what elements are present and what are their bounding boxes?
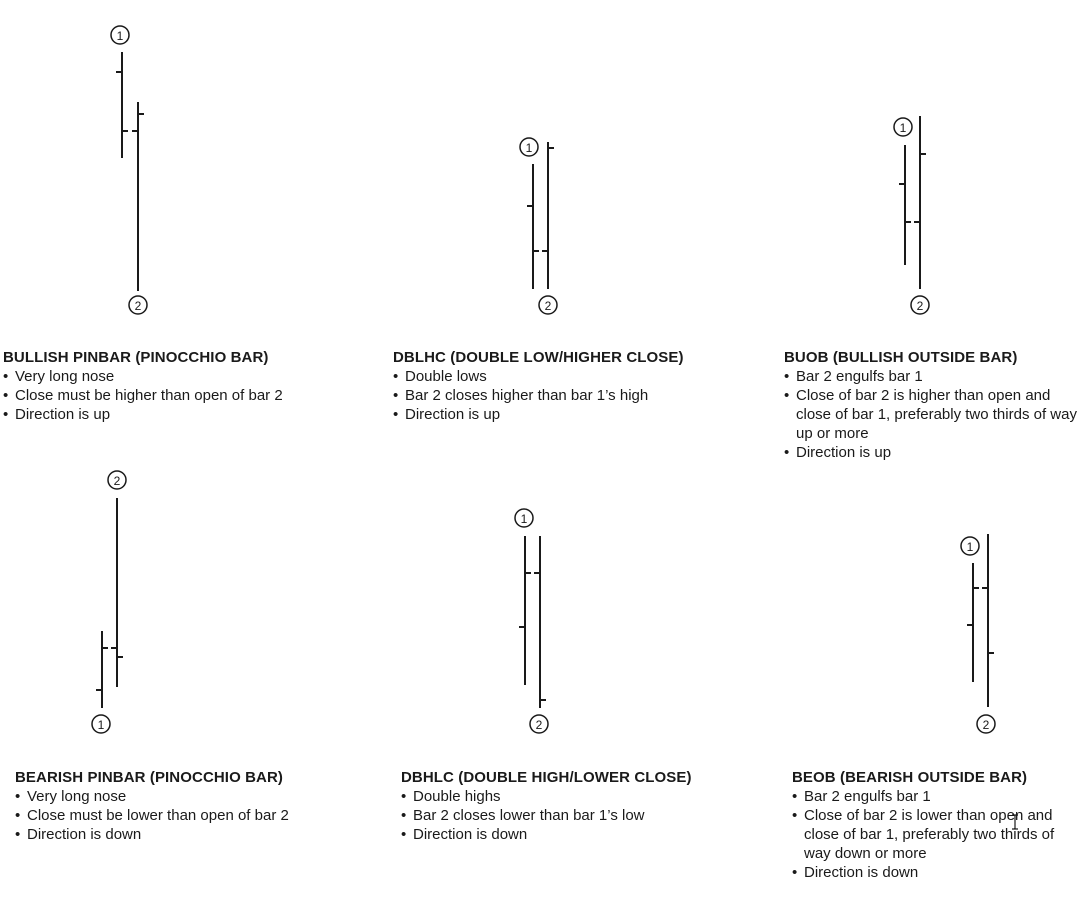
bar-2-label xyxy=(108,471,126,489)
list-item: • Very long nose xyxy=(15,787,385,806)
svg-text:2: 2 xyxy=(544,299,552,313)
list-item: • Direction is up xyxy=(393,405,763,424)
list-item: • Bar 2 closes lower than bar 1’s low xyxy=(401,806,771,825)
panel-title: BUOB (BULLISH OUTSIDE BAR) xyxy=(784,349,1018,366)
bar-1-label xyxy=(111,26,129,44)
svg-text:2: 2 xyxy=(982,718,990,732)
beob-figure xyxy=(961,534,995,733)
text-cursor-icon xyxy=(1011,814,1019,830)
panel-dblhc xyxy=(393,348,763,424)
list-item: • Very long nose xyxy=(3,367,373,386)
svg-text:1: 1 xyxy=(116,29,124,43)
svg-text:2: 2 xyxy=(134,299,142,313)
list-item: • Direction is up xyxy=(784,443,1080,462)
bullet-list xyxy=(784,367,1080,462)
bearish-pinbar-figure xyxy=(92,471,126,733)
bar-2-label xyxy=(911,296,929,314)
list-item: • Double lows xyxy=(393,367,763,386)
panel-dbhlc xyxy=(401,768,771,844)
bullet-list xyxy=(15,787,385,844)
buob-figure xyxy=(894,116,929,314)
bullet-list xyxy=(393,367,763,424)
bar-1-label xyxy=(92,715,110,733)
list-item: • Close must be higher than open of bar 2 xyxy=(3,386,373,405)
list-item: • Direction is up xyxy=(3,405,373,424)
svg-text:1: 1 xyxy=(966,540,974,554)
list-item: • Close of bar 2 is higher than open and close of bar 1, preferably two thirds of way up or more xyxy=(784,386,1080,443)
svg-text:1: 1 xyxy=(899,121,907,135)
bar-1-label xyxy=(515,509,533,527)
bar-1-label xyxy=(961,537,979,555)
list-item: • Bar 2 engulfs bar 1 xyxy=(784,367,1080,386)
panel-bullish-pinbar xyxy=(3,348,373,424)
bullet-list xyxy=(3,367,373,424)
list-item: • Direction is down xyxy=(792,863,1082,882)
dbhlc-figure xyxy=(515,509,548,733)
bullish-pinbar-figure xyxy=(111,26,147,314)
panel-buob xyxy=(784,348,1080,462)
bar-2-label xyxy=(129,296,147,314)
list-item: • Bar 2 engulfs bar 1 xyxy=(792,787,1082,806)
bar-1-label xyxy=(520,138,538,156)
panel-bearish-pinbar xyxy=(15,768,385,844)
panel-title: BULLISH PINBAR (PINOCCHIO BAR) xyxy=(3,349,269,366)
svg-text:1: 1 xyxy=(520,512,528,526)
bar-1-label xyxy=(894,118,912,136)
panel-title: BEARISH PINBAR (PINOCCHIO BAR) xyxy=(15,769,284,786)
svg-text:2: 2 xyxy=(113,474,121,488)
list-item: • Close must be lower than open of bar 2 xyxy=(15,806,385,825)
panel-beob xyxy=(792,768,1082,882)
panel-title: DBLHC (DOUBLE LOW/HIGHER CLOSE) xyxy=(393,349,684,366)
list-item: • Close of bar 2 is lower than open and close of bar 1, preferably two thirds of way down or more xyxy=(792,806,1082,863)
bullet-list xyxy=(401,787,771,844)
list-item: • Direction is down xyxy=(401,825,771,844)
list-item: • Bar 2 closes higher than bar 1’s high xyxy=(393,386,763,405)
list-item: • Double highs xyxy=(401,787,771,806)
bar-2-label xyxy=(977,715,995,733)
panel-title: BEOB (BEARISH OUTSIDE BAR) xyxy=(792,769,1028,786)
bar-2-label xyxy=(539,296,557,314)
svg-text:2: 2 xyxy=(916,299,924,313)
svg-text:2: 2 xyxy=(535,718,543,732)
svg-text:1: 1 xyxy=(97,718,105,732)
svg-text:1: 1 xyxy=(525,141,533,155)
list-item: • Direction is down xyxy=(15,825,385,844)
bar-2-label xyxy=(530,715,548,733)
dblhc-figure xyxy=(520,138,557,314)
bullet-list xyxy=(792,787,1082,882)
panel-title: DBHLC (DOUBLE HIGH/LOWER CLOSE) xyxy=(401,769,692,786)
